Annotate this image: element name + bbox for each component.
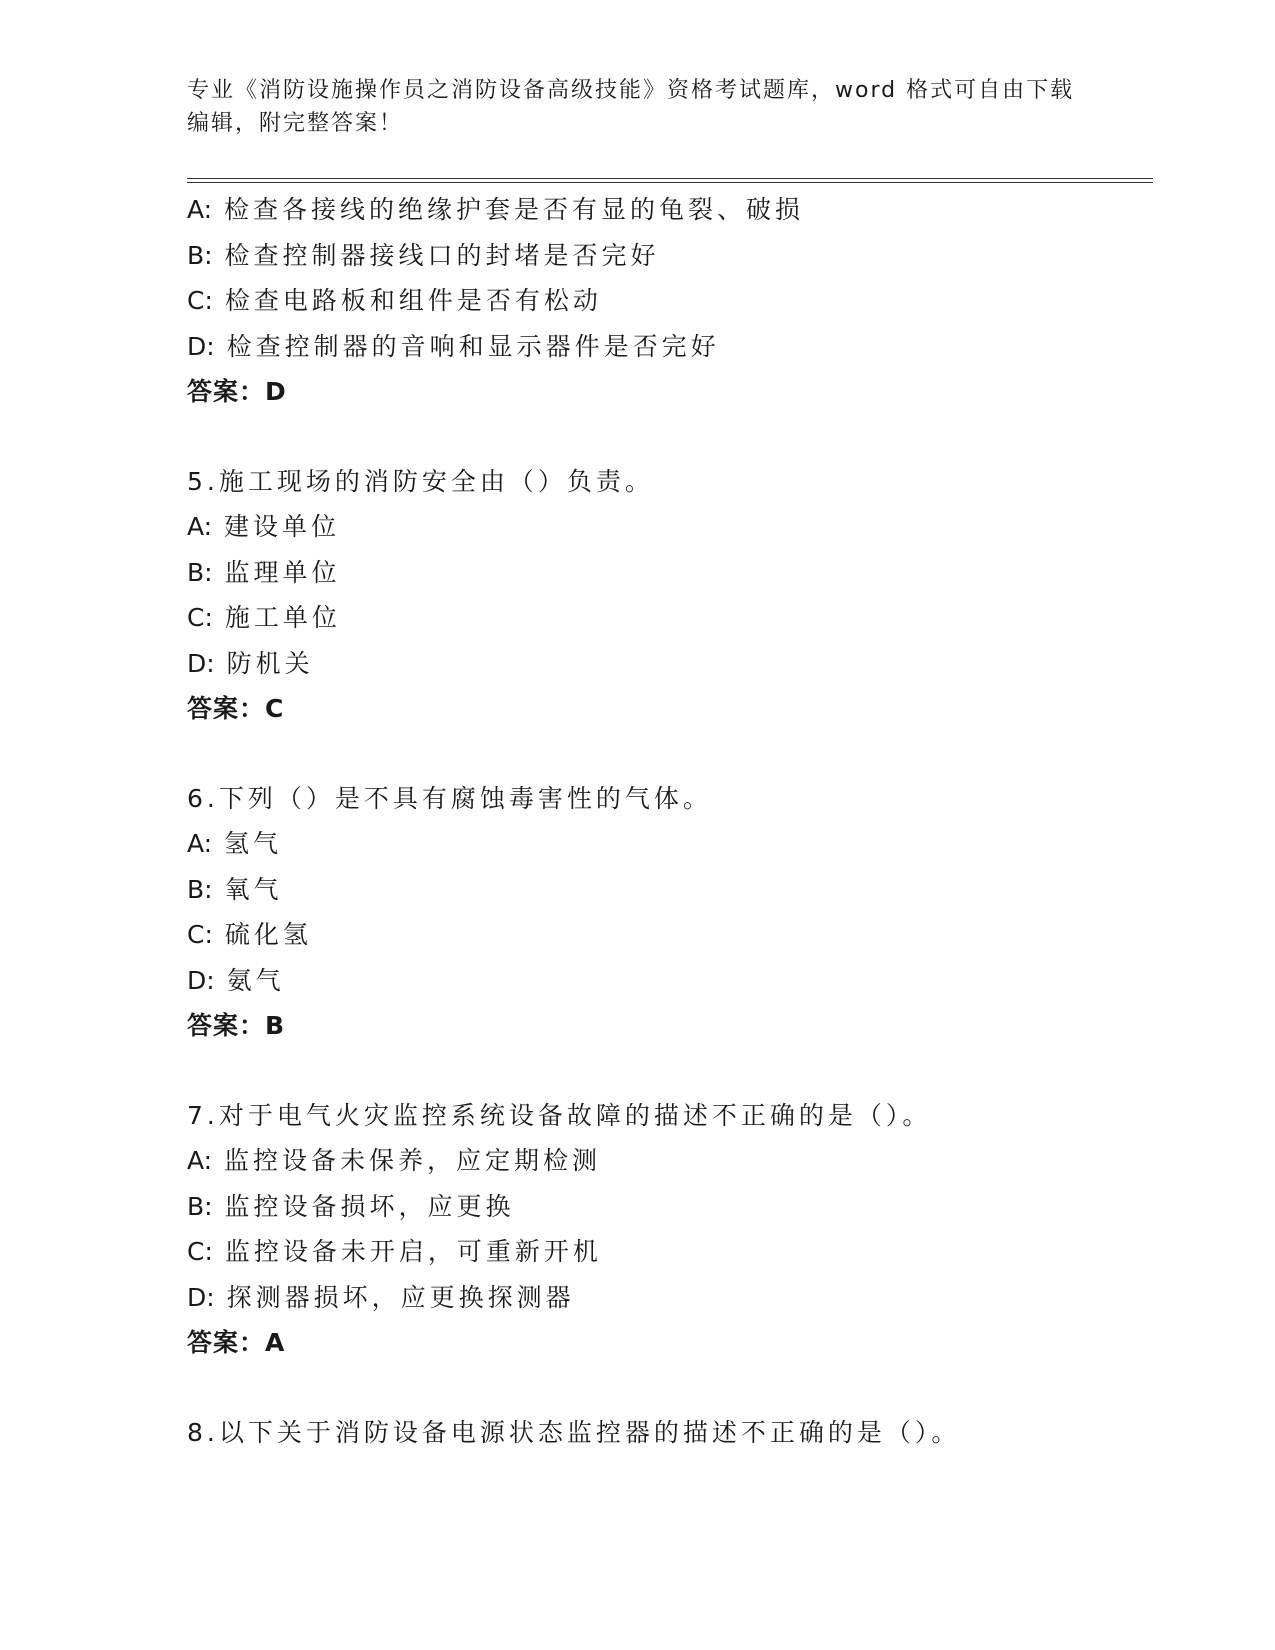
question-list (187, 187, 1147, 1455)
option-c: C: 硫化氢 (187, 920, 312, 949)
answer: 答案：A (187, 1328, 286, 1357)
option-a: A: 氢气 (187, 829, 283, 858)
option-c: C: 监控设备未开启，可重新开机 (187, 1237, 602, 1266)
option-d: D: 防机关 (187, 648, 314, 678)
answer: 答案：B (187, 1011, 286, 1040)
question-7 (187, 1093, 1147, 1366)
question-stem: 8.以下关于消防设备电源状态监控器的描述不正确的是（）。 (187, 1417, 961, 1447)
option-c: C: 施工单位 (187, 603, 341, 632)
option-b: B: 检查控制器接线口的封堵是否完好 (187, 240, 660, 270)
question-5 (187, 459, 1147, 732)
option-c: C: 检查电路板和组件是否有松动 (187, 286, 602, 315)
question-8 (187, 1410, 1147, 1456)
answer: 答案：C (187, 694, 285, 723)
question-stem: 6.下列（）是不具有腐蚀毒害性的气体。 (187, 783, 712, 813)
option-a: A: 检查各接线的绝缘护套是否有显的龟裂、破损 (187, 195, 805, 224)
option-a: A: 建设单位 (187, 512, 341, 541)
question-4-continued (187, 187, 1147, 415)
question-6 (187, 776, 1147, 1049)
option-d: D: 探测器损坏，应更换探测器 (187, 1282, 575, 1312)
header-divider-top (187, 178, 1153, 179)
option-b: B: 氧气 (187, 874, 283, 904)
option-b: B: 监理单位 (187, 557, 341, 587)
option-d: D: 氨气 (187, 965, 285, 995)
header-divider-bottom (187, 182, 1153, 183)
option-d: D: 检查控制器的音响和显示器件是否完好 (187, 331, 720, 361)
question-stem: 5.施工现场的消防安全由（）负责。 (187, 466, 654, 496)
answer: 答案：D (187, 377, 287, 406)
option-a: A: 监控设备未保养，应定期检测 (187, 1146, 602, 1175)
document-header: 专业《消防设施操作员之消防设备高级技能》资格考试题库，word 格式可自由下载编辑，附完整答案！ (187, 78, 1075, 136)
question-stem: 7.对于电气火灾监控系统设备故障的描述不正确的是（）。 (187, 1100, 932, 1130)
option-b: B: 监控设备损坏，应更换 (187, 1191, 515, 1221)
